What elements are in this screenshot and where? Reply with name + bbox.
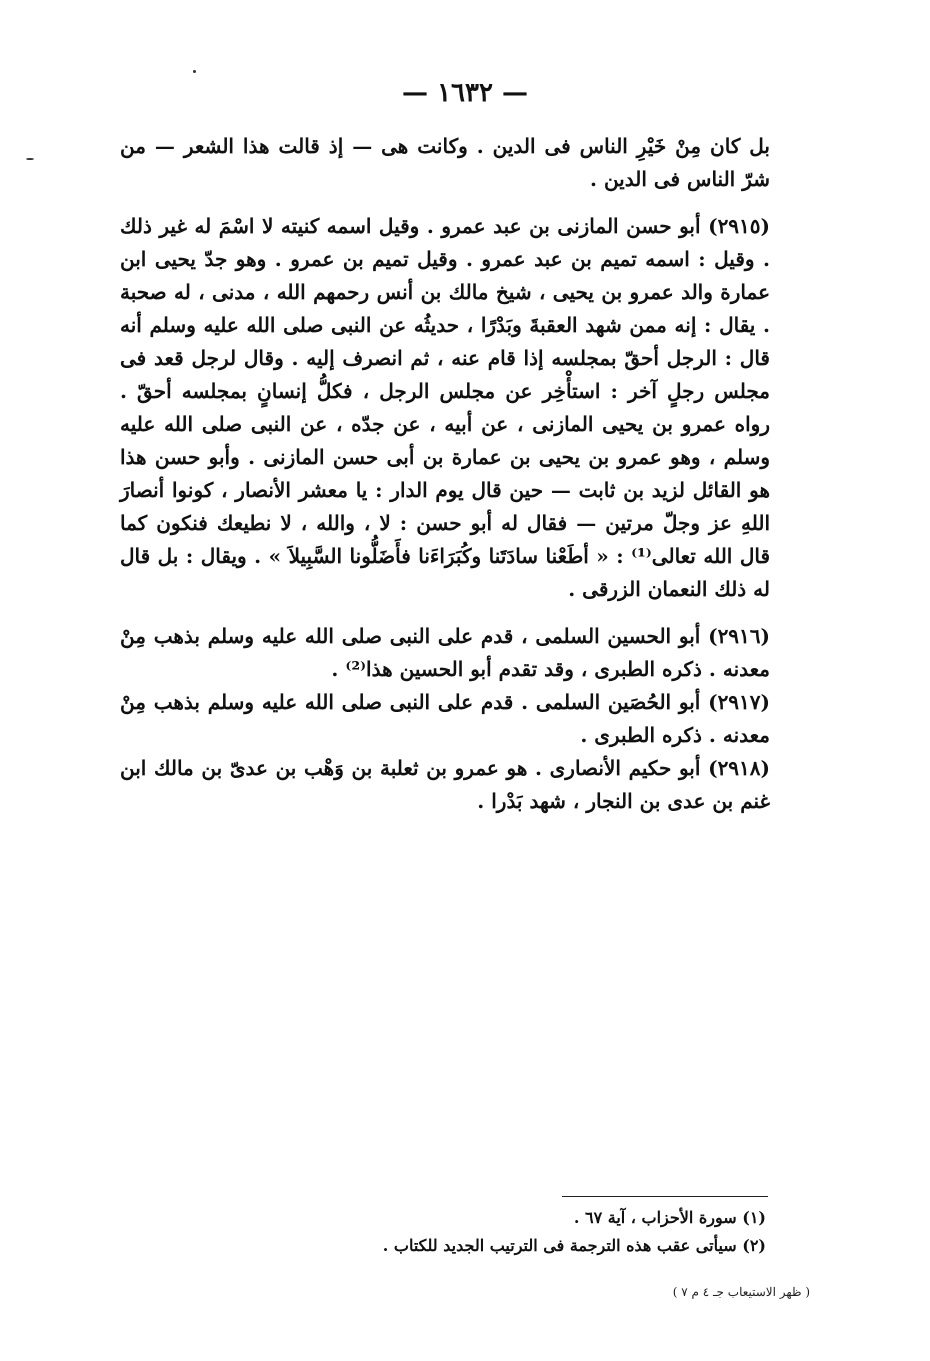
- entry-text: أبو حسن المازنى بن عبد عمرو . وقيل اسمه كنيته لا اسْمَ له غير ذلك . وقيل : اسمه تميم بن عبد عمرو . وقيل تميم بن عمرو . وهو جدّ يحيى ابن عمارة والد عمرو بن يحيى ، شيخ مالك بن أنس رحمهم الله ، مدنى ، له صحبة . يقال : إنه ممن شهد العقبةَ وبَدْرًا ، حديثُه عن النبى صلى الله عليه وسلم أنه قال : الرجل أحقّ بمجلسه إذا قام عنه ، ثم انصرف إليه . وقال لرجل قعد فى مجلس رجلٍ آخر : استأْخِر عن مجلس الرجل ، فكلُّ إنسانٍ بمجلسه أحقّ . رواه عمرو بن يحيى المازنى ، عن أبيه ، عن جدّه ، عن النبى صلى الله عليه وسلم ، وهو عمرو بن يحيى بن عمارة بن أبى حسن المازنى . وأبو حسن هذا هو القائل لزيد بن ثابت — حين قال يوم الدار : يا معشر الأنصار ، كونوا أنصارَ اللهِ عز وجلّ مرتين — فقال له أبو حسن : لا ، والله ، لا نطيعك فنكون كما قال الله تعالى⁽¹⁾ : « أطَعْنا سادَتَنا وكُبَرَاءَنا فأَضَلُّونا السَّبِيلاَ » . ويقال : بل قال له ذلك النعمان الزرقى .: [120, 214, 771, 601]
- paragraph-text: بل كان مِنْ خَيْرِ الناس فى الدين . وكانت هى — إذ قالت هذا الشعر — من شرّ الناس فى الدين .: [120, 134, 770, 191]
- entry-number: (٢٩١٦): [708, 624, 770, 648]
- page-number: — ١٦٣٢ —: [402, 78, 528, 108]
- footnote-2: (٢) سيأتى عقب هذه الترجمة فى الترتيب الجديد للكتاب .: [382, 1236, 766, 1255]
- print-speck: [26, 158, 34, 160]
- print-signature: ( ظهر الاستيعاب جـ ٤ م ٧ ): [672, 1285, 810, 1299]
- entry-text: أبو حكيم الأنصارى . هو عمرو بن ثعلبة بن وَهْب بن عدىّ بن مالك ابن غنم بن عدى بن النجار ، شهد بَدْرا .: [120, 756, 770, 813]
- entry-2917: [120, 686, 770, 752]
- entry-number: (٢٩١٨): [708, 756, 770, 780]
- entry-2918: [120, 752, 770, 818]
- main-text: [120, 130, 770, 818]
- footnote-1: (١) سورة الأحزاب ، آية ٦٧ .: [573, 1208, 766, 1227]
- entry-number: (٢٩١٧): [708, 690, 770, 714]
- entry-number: (٢٩١٥): [708, 214, 770, 238]
- entry-text: أبو الحُصَين السلمى . قدم على النبى صلى الله عليه وسلم بذهب مِنْ معدنه . ذكره الطبرى .: [120, 690, 770, 747]
- entry-2915: [120, 210, 770, 606]
- footnote-divider: [562, 1196, 768, 1197]
- entry-2916: [120, 620, 770, 686]
- print-speck: [193, 70, 196, 73]
- paragraph-continuation: [120, 130, 770, 196]
- footnotes: [300, 1204, 766, 1260]
- entry-text: أبو الحسين السلمى ، قدم على النبى صلى الله عليه وسلم بذهب مِنْ معدنه . ذكره الطبرى ، وقد تقدم أبو الحسين هذا⁽²⁾ .: [120, 624, 770, 681]
